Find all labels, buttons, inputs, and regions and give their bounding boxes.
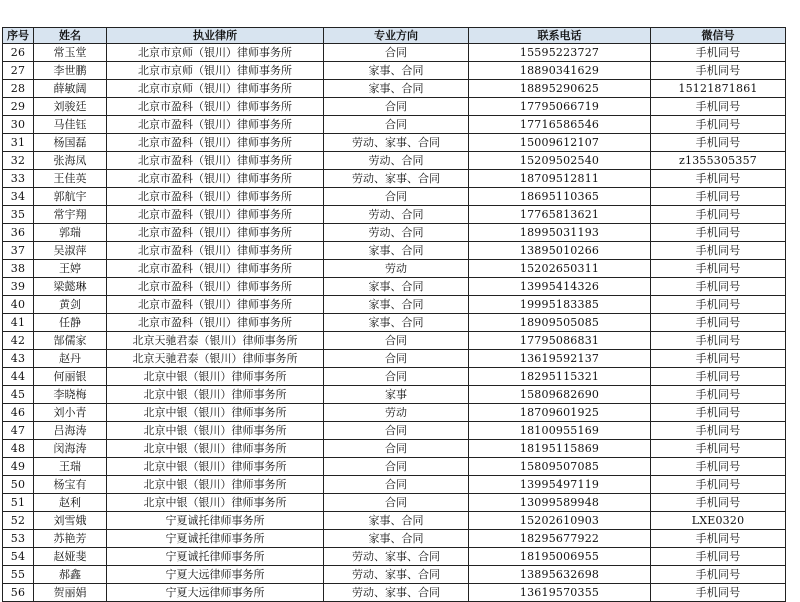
- cell-law-firm: 北京中银（银川）律师事务所: [107, 386, 324, 404]
- cell-index: 39: [3, 278, 34, 296]
- cell-wechat: 手机同号: [651, 584, 786, 602]
- header-specialty: 专业方向: [324, 28, 469, 44]
- cell-wechat: 手机同号: [651, 458, 786, 476]
- cell-index: 47: [3, 422, 34, 440]
- cell-specialty: 合同: [324, 458, 469, 476]
- cell-name: 薛敏阔: [34, 80, 107, 98]
- cell-specialty: 家事、合同: [324, 314, 469, 332]
- cell-phone: 18195006955: [469, 548, 651, 566]
- cell-phone: 18709512811: [469, 170, 651, 188]
- table-row: [3, 116, 786, 134]
- cell-wechat: 手机同号: [651, 548, 786, 566]
- cell-index: 35: [3, 206, 34, 224]
- table-row: [3, 134, 786, 152]
- cell-phone: 18695110365: [469, 188, 651, 206]
- table-row: [3, 98, 786, 116]
- cell-phone: 13619570355: [469, 584, 651, 602]
- cell-phone: 15202610903: [469, 512, 651, 530]
- table-row: [3, 188, 786, 206]
- table-row: [3, 224, 786, 242]
- cell-wechat: 手机同号: [651, 116, 786, 134]
- cell-specialty: 合同: [324, 476, 469, 494]
- cell-index: 33: [3, 170, 34, 188]
- cell-law-firm: 北京市盈科（银川）律师事务所: [107, 116, 324, 134]
- cell-phone: 18909505085: [469, 314, 651, 332]
- cell-phone: 18995031193: [469, 224, 651, 242]
- cell-name: 马佳钰: [34, 116, 107, 134]
- cell-phone: 15202650311: [469, 260, 651, 278]
- cell-wechat: 手机同号: [651, 188, 786, 206]
- cell-wechat: 手机同号: [651, 296, 786, 314]
- table-row: [3, 152, 786, 170]
- cell-law-firm: 北京市盈科（银川）律师事务所: [107, 242, 324, 260]
- cell-phone: 15595223727: [469, 44, 651, 62]
- cell-name: 杨宝有: [34, 476, 107, 494]
- cell-wechat: 手机同号: [651, 134, 786, 152]
- cell-phone: 18100955169: [469, 422, 651, 440]
- cell-specialty: 劳动、家事、合同: [324, 548, 469, 566]
- cell-name: 贺丽娟: [34, 584, 107, 602]
- table-row: [3, 386, 786, 404]
- table-row: [3, 440, 786, 458]
- table-row: [3, 296, 786, 314]
- cell-law-firm: 北京中银（银川）律师事务所: [107, 404, 324, 422]
- cell-law-firm: 北京市盈科（银川）律师事务所: [107, 170, 324, 188]
- cell-law-firm: 北京市京师（银川）律师事务所: [107, 44, 324, 62]
- cell-name: 郭瑞: [34, 224, 107, 242]
- cell-wechat: 手机同号: [651, 224, 786, 242]
- cell-index: 32: [3, 152, 34, 170]
- cell-name: 郭航宇: [34, 188, 107, 206]
- cell-index: 48: [3, 440, 34, 458]
- cell-wechat: z1355305357: [651, 152, 786, 170]
- cell-name: 李世鹏: [34, 62, 107, 80]
- cell-wechat: 手机同号: [651, 170, 786, 188]
- cell-index: 49: [3, 458, 34, 476]
- cell-wechat: 手机同号: [651, 206, 786, 224]
- cell-wechat: 手机同号: [651, 368, 786, 386]
- cell-specialty: 劳动、家事、合同: [324, 170, 469, 188]
- cell-index: 54: [3, 548, 34, 566]
- table-row: [3, 242, 786, 260]
- cell-specialty: 劳动、家事、合同: [324, 566, 469, 584]
- cell-wechat: 手机同号: [651, 260, 786, 278]
- table-row: [3, 548, 786, 566]
- cell-index: 46: [3, 404, 34, 422]
- table-row: [3, 44, 786, 62]
- cell-name: 闵海涛: [34, 440, 107, 458]
- cell-index: 55: [3, 566, 34, 584]
- cell-law-firm: 宁夏大远律师事务所: [107, 584, 324, 602]
- cell-name: 常玉堂: [34, 44, 107, 62]
- cell-name: 苏艳芳: [34, 530, 107, 548]
- cell-law-firm: 北京市盈科（银川）律师事务所: [107, 134, 324, 152]
- cell-name: 梁懿琳: [34, 278, 107, 296]
- cell-phone: 17795086831: [469, 332, 651, 350]
- table-row: [3, 260, 786, 278]
- cell-law-firm: 北京市盈科（银川）律师事务所: [107, 98, 324, 116]
- cell-wechat: 手机同号: [651, 350, 786, 368]
- header-wechat: 微信号: [651, 28, 786, 44]
- cell-index: 30: [3, 116, 34, 134]
- cell-wechat: 手机同号: [651, 98, 786, 116]
- cell-law-firm: 北京市盈科（银川）律师事务所: [107, 278, 324, 296]
- cell-law-firm: 宁夏诚托律师事务所: [107, 548, 324, 566]
- cell-specialty: 劳动、合同: [324, 206, 469, 224]
- table-row: [3, 170, 786, 188]
- cell-wechat: 手机同号: [651, 404, 786, 422]
- cell-specialty: 劳动、家事、合同: [324, 584, 469, 602]
- cell-name: 吕海涛: [34, 422, 107, 440]
- table-row: [3, 62, 786, 80]
- header-name: 姓名: [34, 28, 107, 44]
- cell-index: 45: [3, 386, 34, 404]
- cell-name: 何丽银: [34, 368, 107, 386]
- cell-law-firm: 北京天驰君泰（银川）律师事务所: [107, 332, 324, 350]
- cell-phone: 18295677922: [469, 530, 651, 548]
- cell-phone: 18195115869: [469, 440, 651, 458]
- cell-wechat: 手机同号: [651, 332, 786, 350]
- table-row: [3, 314, 786, 332]
- cell-index: 51: [3, 494, 34, 512]
- cell-index: 44: [3, 368, 34, 386]
- cell-wechat: 手机同号: [651, 566, 786, 584]
- table-body: [3, 44, 786, 602]
- cell-specialty: 家事、合同: [324, 530, 469, 548]
- cell-law-firm: 北京中银（银川）律师事务所: [107, 440, 324, 458]
- cell-law-firm: 北京市盈科（银川）律师事务所: [107, 206, 324, 224]
- cell-law-firm: 北京市盈科（银川）律师事务所: [107, 152, 324, 170]
- cell-name: 赵丹: [34, 350, 107, 368]
- table-row: [3, 566, 786, 584]
- cell-wechat: 手机同号: [651, 530, 786, 548]
- cell-law-firm: 宁夏诚托律师事务所: [107, 530, 324, 548]
- cell-index: 40: [3, 296, 34, 314]
- cell-index: 38: [3, 260, 34, 278]
- cell-name: 吴淑萍: [34, 242, 107, 260]
- cell-name: 王瑞: [34, 458, 107, 476]
- cell-index: 53: [3, 530, 34, 548]
- cell-name: 常宇翔: [34, 206, 107, 224]
- cell-phone: 17765813621: [469, 206, 651, 224]
- cell-specialty: 合同: [324, 368, 469, 386]
- cell-specialty: 家事、合同: [324, 278, 469, 296]
- cell-phone: 18890341629: [469, 62, 651, 80]
- table-header: [3, 28, 786, 44]
- cell-name: 刘小青: [34, 404, 107, 422]
- cell-index: 28: [3, 80, 34, 98]
- cell-specialty: 合同: [324, 188, 469, 206]
- cell-law-firm: 北京中银（银川）律师事务所: [107, 494, 324, 512]
- cell-index: 34: [3, 188, 34, 206]
- cell-wechat: 手机同号: [651, 422, 786, 440]
- cell-law-firm: 北京中银（银川）律师事务所: [107, 458, 324, 476]
- cell-law-firm: 北京市京师（银川）律师事务所: [107, 80, 324, 98]
- cell-index: 43: [3, 350, 34, 368]
- cell-index: 31: [3, 134, 34, 152]
- cell-name: 郝鑫: [34, 566, 107, 584]
- cell-wechat: LXE0320: [651, 512, 786, 530]
- cell-phone: 13619592137: [469, 350, 651, 368]
- cell-law-firm: 北京市盈科（银川）律师事务所: [107, 224, 324, 242]
- cell-specialty: 家事、合同: [324, 80, 469, 98]
- cell-phone: 13895632698: [469, 566, 651, 584]
- table-row: [3, 80, 786, 98]
- cell-index: 37: [3, 242, 34, 260]
- cell-name: 李晓梅: [34, 386, 107, 404]
- cell-phone: 13099589948: [469, 494, 651, 512]
- cell-name: 赵利: [34, 494, 107, 512]
- cell-index: 29: [3, 98, 34, 116]
- cell-law-firm: 北京市盈科（银川）律师事务所: [107, 314, 324, 332]
- cell-specialty: 合同: [324, 116, 469, 134]
- cell-law-firm: 北京中银（银川）律师事务所: [107, 476, 324, 494]
- cell-specialty: 合同: [324, 98, 469, 116]
- cell-specialty: 合同: [324, 494, 469, 512]
- cell-wechat: 手机同号: [651, 476, 786, 494]
- cell-phone: 13995414326: [469, 278, 651, 296]
- cell-name: 赵娅斐: [34, 548, 107, 566]
- table-row: [3, 584, 786, 602]
- cell-phone: 17716586546: [469, 116, 651, 134]
- cell-specialty: 劳动: [324, 260, 469, 278]
- cell-wechat: 15121871861: [651, 80, 786, 98]
- cell-law-firm: 宁夏诚托律师事务所: [107, 512, 324, 530]
- cell-specialty: 家事、合同: [324, 512, 469, 530]
- cell-phone: 15809507085: [469, 458, 651, 476]
- table-row: [3, 404, 786, 422]
- cell-specialty: 合同: [324, 440, 469, 458]
- cell-phone: 13995497119: [469, 476, 651, 494]
- cell-wechat: 手机同号: [651, 62, 786, 80]
- cell-specialty: 合同: [324, 350, 469, 368]
- cell-law-firm: 宁夏大远律师事务所: [107, 566, 324, 584]
- cell-phone: 15009612107: [469, 134, 651, 152]
- cell-phone: 18295115321: [469, 368, 651, 386]
- cell-phone: 18709601925: [469, 404, 651, 422]
- table-row: [3, 368, 786, 386]
- cell-specialty: 合同: [324, 332, 469, 350]
- table-row: [3, 494, 786, 512]
- cell-wechat: 手机同号: [651, 278, 786, 296]
- cell-specialty: 劳动、家事、合同: [324, 134, 469, 152]
- cell-law-firm: 北京市京师（银川）律师事务所: [107, 62, 324, 80]
- table-row: [3, 530, 786, 548]
- header-index: 序号: [3, 28, 34, 44]
- header-phone: 联系电话: [469, 28, 651, 44]
- cell-phone: 18895290625: [469, 80, 651, 98]
- table-row: [3, 476, 786, 494]
- cell-law-firm: 北京天驰君泰（银川）律师事务所: [107, 350, 324, 368]
- table-row: [3, 458, 786, 476]
- cell-phone: 17795066719: [469, 98, 651, 116]
- cell-specialty: 家事: [324, 386, 469, 404]
- cell-law-firm: 北京市盈科（银川）律师事务所: [107, 188, 324, 206]
- cell-specialty: 家事、合同: [324, 62, 469, 80]
- cell-phone: 15809682690: [469, 386, 651, 404]
- cell-wechat: 手机同号: [651, 494, 786, 512]
- table-row: [3, 350, 786, 368]
- cell-wechat: 手机同号: [651, 314, 786, 332]
- cell-specialty: 合同: [324, 44, 469, 62]
- cell-index: 56: [3, 584, 34, 602]
- cell-index: 36: [3, 224, 34, 242]
- cell-specialty: 劳动: [324, 404, 469, 422]
- cell-name: 王婷: [34, 260, 107, 278]
- cell-wechat: 手机同号: [651, 440, 786, 458]
- cell-law-firm: 北京中银（银川）律师事务所: [107, 368, 324, 386]
- table-row: [3, 278, 786, 296]
- table-row: [3, 332, 786, 350]
- cell-name: 刘骏廷: [34, 98, 107, 116]
- cell-wechat: 手机同号: [651, 44, 786, 62]
- cell-index: 42: [3, 332, 34, 350]
- table-row: [3, 206, 786, 224]
- cell-phone: 19995183385: [469, 296, 651, 314]
- cell-phone: 13895010266: [469, 242, 651, 260]
- cell-name: 任静: [34, 314, 107, 332]
- cell-index: 52: [3, 512, 34, 530]
- cell-index: 50: [3, 476, 34, 494]
- cell-law-firm: 北京市盈科（银川）律师事务所: [107, 296, 324, 314]
- cell-specialty: 家事、合同: [324, 242, 469, 260]
- cell-specialty: 劳动、合同: [324, 224, 469, 242]
- cell-index: 41: [3, 314, 34, 332]
- cell-name: 王佳英: [34, 170, 107, 188]
- table-row: [3, 512, 786, 530]
- cell-index: 27: [3, 62, 34, 80]
- cell-specialty: 家事、合同: [324, 296, 469, 314]
- table-row: [3, 422, 786, 440]
- header-row: [3, 28, 786, 44]
- cell-index: 26: [3, 44, 34, 62]
- cell-name: 郜儒家: [34, 332, 107, 350]
- cell-specialty: 劳动、合同: [324, 152, 469, 170]
- cell-name: 杨国磊: [34, 134, 107, 152]
- cell-law-firm: 北京市盈科（银川）律师事务所: [107, 260, 324, 278]
- cell-wechat: 手机同号: [651, 386, 786, 404]
- lawyer-roster-table: [2, 27, 786, 602]
- cell-name: 黄剑: [34, 296, 107, 314]
- cell-phone: 15209502540: [469, 152, 651, 170]
- cell-wechat: 手机同号: [651, 242, 786, 260]
- cell-name: 张海凤: [34, 152, 107, 170]
- cell-name: 刘雪娥: [34, 512, 107, 530]
- header-law-firm: 执业律所: [107, 28, 324, 44]
- cell-specialty: 合同: [324, 422, 469, 440]
- cell-law-firm: 北京中银（银川）律师事务所: [107, 422, 324, 440]
